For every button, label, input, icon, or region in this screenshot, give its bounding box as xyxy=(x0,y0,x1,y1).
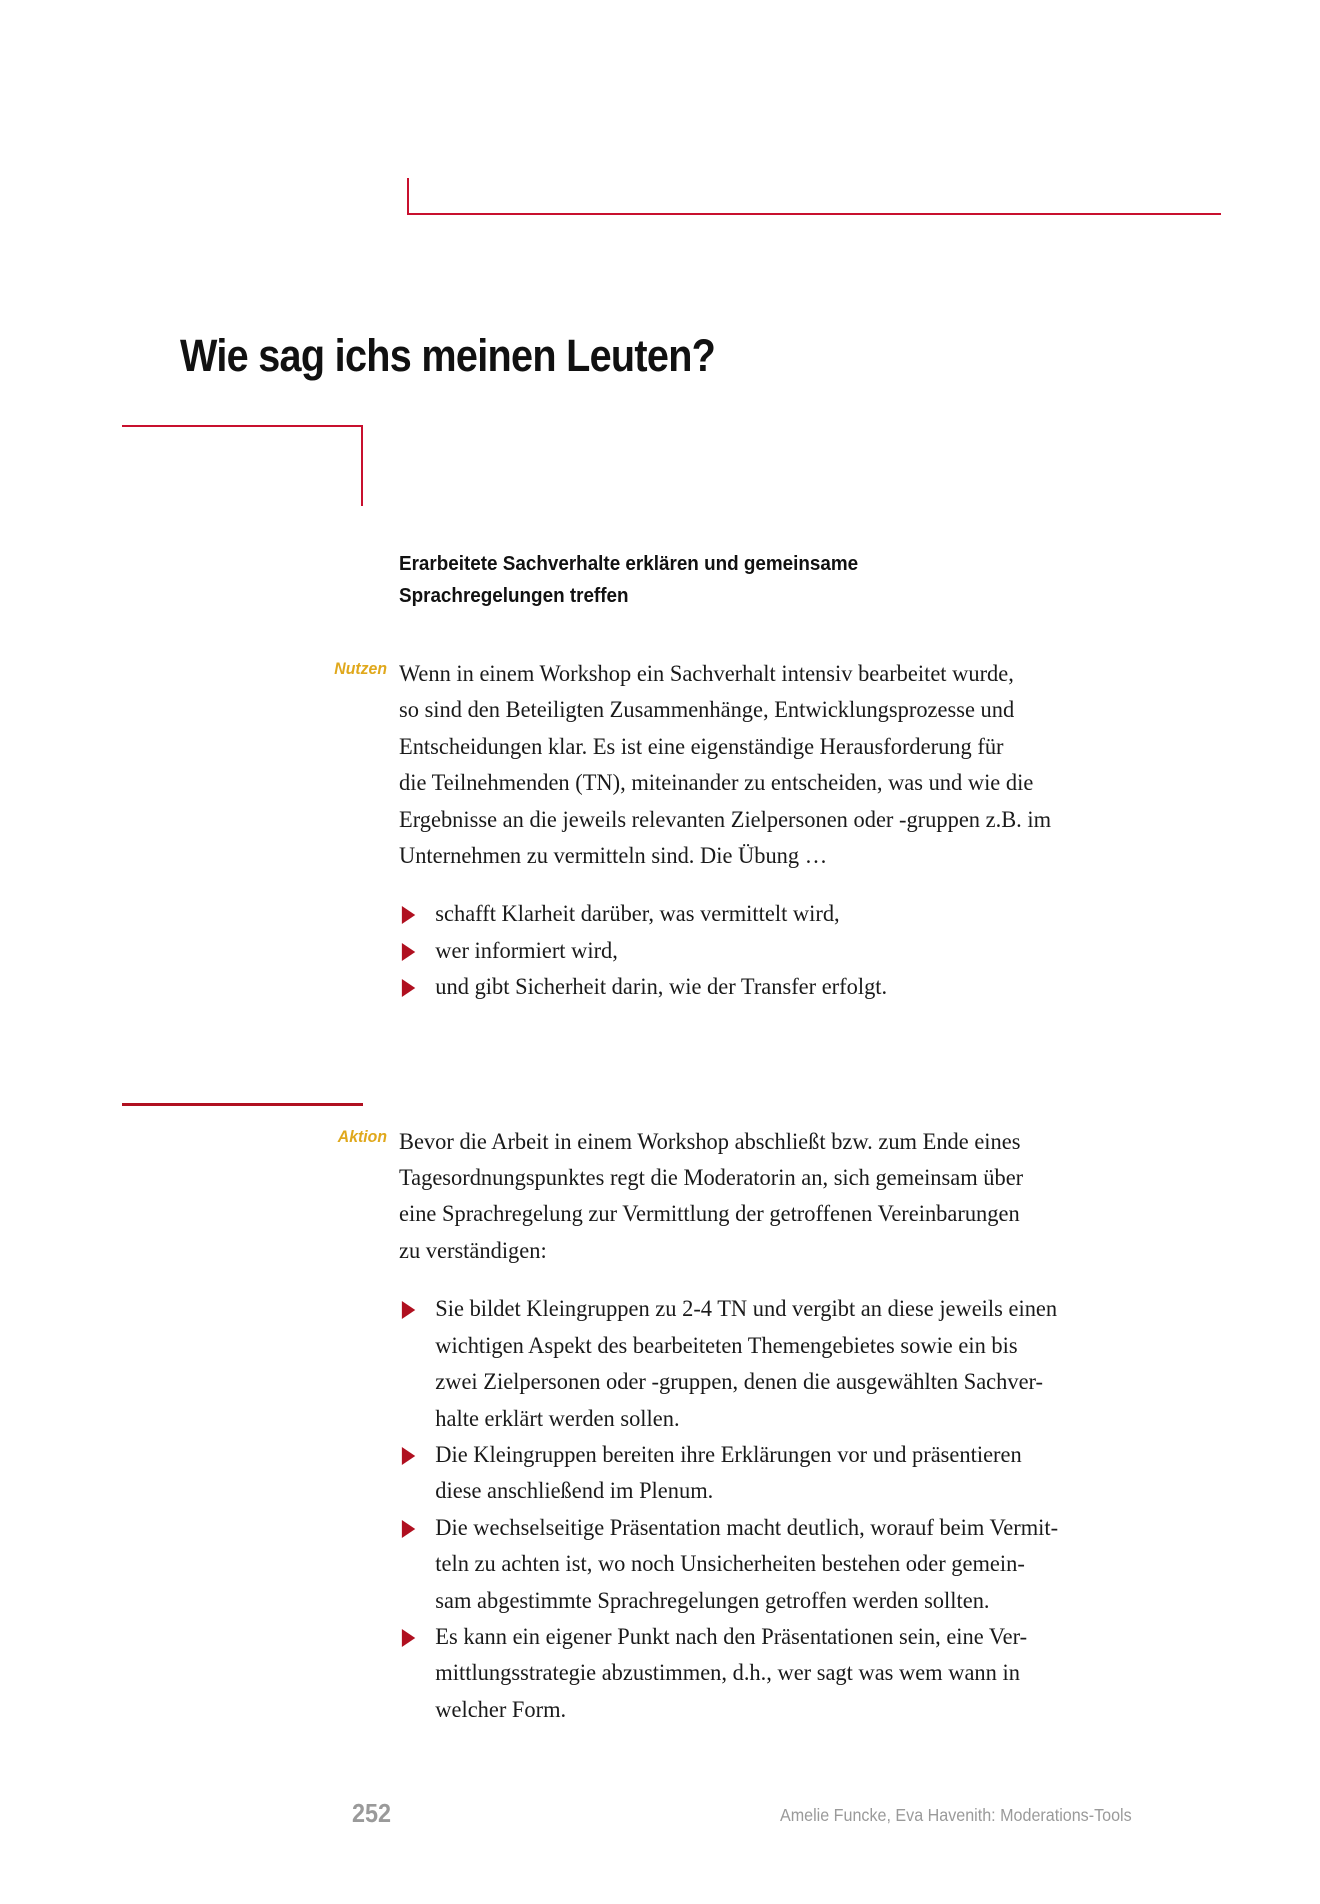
paragraph-line: Wenn in einem Workshop ein Sachverhalt intensiv bearbeitet wurde, xyxy=(399,661,1014,687)
footer-page-number: 252 xyxy=(352,1798,392,1828)
paragraph-line: die Teilnehmenden (TN), miteinander zu entscheiden, was und wie die xyxy=(399,770,1034,797)
second-bracket-vertical-rule xyxy=(361,425,363,506)
list-line: wichtigen Aspekt des bearbeiteten Themengebietes sowie ein bis xyxy=(435,1332,1018,1359)
section-nutzen xyxy=(334,656,1234,1006)
top-bracket-vertical-rule xyxy=(407,178,409,215)
list-item-text xyxy=(435,969,1234,1005)
list-item xyxy=(399,896,1234,932)
section-aktion xyxy=(337,1124,1234,1729)
margin-label-aktion: Aktion xyxy=(337,1126,387,1146)
list-item xyxy=(399,969,1234,1005)
list-item xyxy=(399,1619,1234,1728)
list-line: und gibt Sicherheit darin, wie der Transfer erfolgt. xyxy=(435,974,888,1001)
arrow-bullet-icon xyxy=(402,1301,415,1319)
list-line: mittlungsstrategie abzustimmen, d.h., wer sagt was wem wann in xyxy=(435,1660,1020,1687)
list-line: schafft Klarheit darüber, was vermittelt wird, xyxy=(435,901,840,928)
bullet-list-aktion xyxy=(399,1291,1234,1728)
list-line: teln zu achten ist, wo noch Unsicherheiten bestehen oder gemein- xyxy=(435,1551,1025,1578)
list-item xyxy=(399,933,1234,969)
arrow-bullet-icon xyxy=(402,979,415,997)
bullet-list-nutzen xyxy=(399,896,1234,1005)
section-gap xyxy=(399,1006,1234,1124)
subheading-line-2: Sprachregelungen treffen xyxy=(399,584,629,607)
list-line: Sie bildet Kleingruppen zu 2-4 TN und vergibt an diese jeweils einen xyxy=(435,1296,1058,1323)
paragraph-line: Bevor die Arbeit in einem Workshop abschließt bzw. zum Ende eines xyxy=(399,1128,1021,1155)
list-item-text xyxy=(435,933,1234,969)
arrow-bullet-icon xyxy=(402,1447,415,1465)
list-line: halte erklärt werden sollen. xyxy=(435,1405,680,1432)
top-bracket-horizontal-rule xyxy=(407,213,1221,215)
list-line: diese anschließend im Plenum. xyxy=(435,1478,714,1505)
paragraph-line: Tagesordnungspunktes regt die Moderatorin an, sich gemeinsam über xyxy=(399,1165,1024,1192)
list-item xyxy=(399,1291,1234,1437)
content-column xyxy=(334,548,1234,1728)
list-item-text xyxy=(435,1619,1234,1728)
page-title: Wie sag ichs meinen Leuten? xyxy=(180,330,716,382)
list-line: welcher Form. xyxy=(435,1696,567,1723)
arrow-bullet-icon xyxy=(402,943,415,961)
paragraph-line: eine Sprachregelung zur Vermittlung der getroffenen Vereinbarungen xyxy=(399,1201,1020,1228)
paragraph-line: zu verständigen: xyxy=(399,1237,547,1264)
margin-label-nutzen: Nutzen xyxy=(334,659,387,678)
list-line: Die wechselseitige Präsentation macht deutlich, worauf beim Vermit- xyxy=(435,1514,1059,1541)
arrow-bullet-icon xyxy=(402,1520,415,1538)
list-line: Die Kleingruppen bereiten ihre Erklärungen vor und präsentieren xyxy=(435,1441,1022,1468)
arrow-bullet-icon xyxy=(402,1629,415,1647)
subheading-line-1: Erarbeitete Sachverhalte erklären und gemeinsame xyxy=(399,552,859,575)
paragraph-nutzen xyxy=(399,656,1234,874)
paragraph-aktion xyxy=(399,1124,1234,1270)
list-item-text xyxy=(435,896,1234,932)
paragraph-line: Entscheidungen klar. Es ist eine eigenständige Herausforderung für xyxy=(399,733,1004,760)
aktion-section-divider xyxy=(122,1103,363,1106)
list-line: Es kann ein eigener Punkt nach den Präsentationen sein, eine Ver- xyxy=(435,1623,1028,1650)
list-item-text xyxy=(435,1437,1234,1510)
paragraph-line: Unternehmen zu vermitteln sind. Die Übung … xyxy=(399,843,828,870)
second-bracket-horizontal-rule xyxy=(122,425,363,427)
list-item xyxy=(399,1510,1234,1619)
list-line: sam abgestimmte Sprachregelungen getroffen werden sollten. xyxy=(435,1587,990,1614)
arrow-bullet-icon xyxy=(402,906,415,924)
section-subheading xyxy=(399,548,1229,612)
paragraph-line: Ergebnisse an die jeweils relevanten Zielpersonen oder -gruppen z.B. im xyxy=(399,806,1052,833)
list-line: wer informiert wird, xyxy=(435,937,618,964)
list-item xyxy=(399,1437,1234,1510)
list-item-text xyxy=(435,1291,1234,1437)
footer-credit: Amelie Funcke, Eva Havenith: Moderations-Tools xyxy=(780,1805,1132,1825)
paragraph-line: so sind den Beteiligten Zusammenhänge, Entwicklungsprozesse und xyxy=(399,697,1015,724)
list-line: zwei Zielpersonen oder -gruppen, denen die ausgewählten Sachver- xyxy=(435,1369,1044,1396)
list-item-text xyxy=(435,1510,1234,1619)
